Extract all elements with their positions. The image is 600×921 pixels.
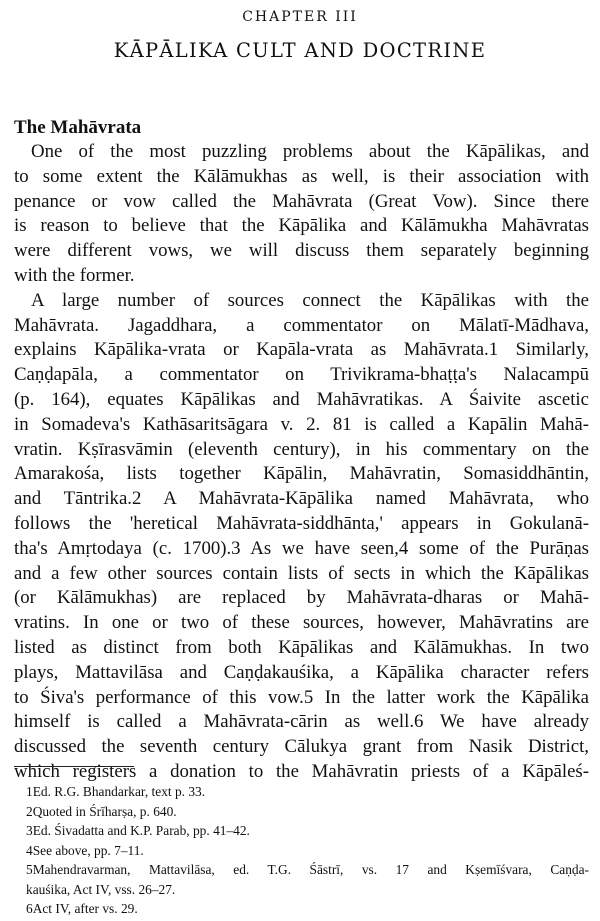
body-line: is reason to believe that the Kāpālika and Kālāmukha Mahāvratas — [14, 215, 589, 237]
body-line: and a few other sources contain lists of sects in which the Kāpālikas — [14, 562, 589, 584]
body-line: (p. 164), equates Kāpālikas and Mahāvratikas. A Śaivite ascetic — [14, 388, 589, 410]
body-line: which registers a donation to the Mahāvratin priests of a Kāpāleś- — [14, 760, 589, 782]
body-line: listed as distinct from both Kāpālikas and Kālāmukhas. In two — [14, 636, 589, 658]
body-line: with the former. — [14, 264, 135, 286]
body-line: vratins. In one or two of these sources, however, Mahāvratins are — [14, 612, 589, 634]
footnotes — [14, 782, 589, 919]
body-line: discussed the seventh century Cālukya grant from Nasik District, — [14, 736, 589, 758]
section-heading: The Mahāvrata — [14, 117, 142, 138]
body-line: himself is called a Mahāvrata-cārin as well.6 We have already — [14, 711, 589, 733]
body-line: in Somadeva's Kathāsaritsāgara v. 2. 81 is called a Kapālin Mahā- — [14, 413, 589, 435]
footnote-continuation: kauśika, Act IV, vss. 26–27. — [26, 881, 176, 897]
body-line: to some extent the Kālāmukhas as well, is their association with — [14, 165, 589, 187]
body-line: were different vows, we will discuss them separately beginning — [14, 240, 589, 262]
body-line: vratin. Kṣīrasvāmin (eleventh century), in his commentary on the — [14, 438, 589, 460]
body-text — [14, 140, 589, 785]
footnote: 2Quoted in Śrīharṣa, p. 640. — [26, 803, 177, 819]
footnote-divider — [14, 766, 134, 767]
footnote: 3Ed. Śivadatta and K.P. Parab, pp. 41–42. — [26, 823, 250, 838]
body-line: explains Kāpālika-vrata or Kapāla-vrata as Mahāvrata.1 Similarly, — [14, 339, 589, 361]
body-line: One of the most puzzling problems about the Kāpālikas, and — [31, 141, 589, 162]
footnote: 6Act IV, after vs. 29. — [26, 901, 138, 916]
body-line: A large number of sources connect the Kāpālikas with the — [31, 289, 589, 311]
body-line: plays, Mattavilāsa and Caṇḍakauśika, a Kāpālika character refers — [14, 661, 589, 683]
body-line: Caṇḍapāla, a commentator on Trivikrama-bhaṭṭa's Nalacampū — [14, 364, 589, 386]
body-line: follows the 'heretical Mahāvrata-siddhānta,' appears in Gokulanā- — [14, 512, 589, 534]
body-line: penance or vow called the Mahāvrata (Great Vow). Since there — [14, 190, 589, 212]
footnote: 4See above, pp. 7–11. — [26, 842, 144, 858]
body-line: Amarakośa, lists together Kāpālin, Mahāvratin, Somasiddhāntin, — [14, 463, 589, 485]
footnote: 5Mahendravarman, Mattavilāsa, ed. T.G. Śāstrī, vs. 17 and Kṣemīśvara, Caṇḍa- — [26, 862, 589, 877]
body-line: Mahāvrata. Jagaddhara, a commentator on Mālatī-Mādhava, — [14, 314, 589, 336]
body-line: tha's Amṛtodaya (c. 1700).3 As we have seen,4 some of the Purāṇas — [14, 537, 589, 559]
chapter-number: CHAPTER III — [242, 9, 358, 25]
chapter-title: KĀPĀLIKA CULT AND DOCTRINE — [113, 39, 487, 62]
footnote: 1Ed. R.G. Bhandarkar, text p. 33. — [26, 784, 206, 799]
body-line: (or Kālāmukhas) are replaced by Mahāvrata-dharas or Mahā- — [14, 587, 589, 609]
body-line: to Śiva's performance of this vow.5 In the latter work the Kāpālika — [14, 686, 589, 708]
body-line: and Tāntrika.2 A Mahāvrata-Kāpālika named Mahāvrata, who — [14, 488, 589, 510]
